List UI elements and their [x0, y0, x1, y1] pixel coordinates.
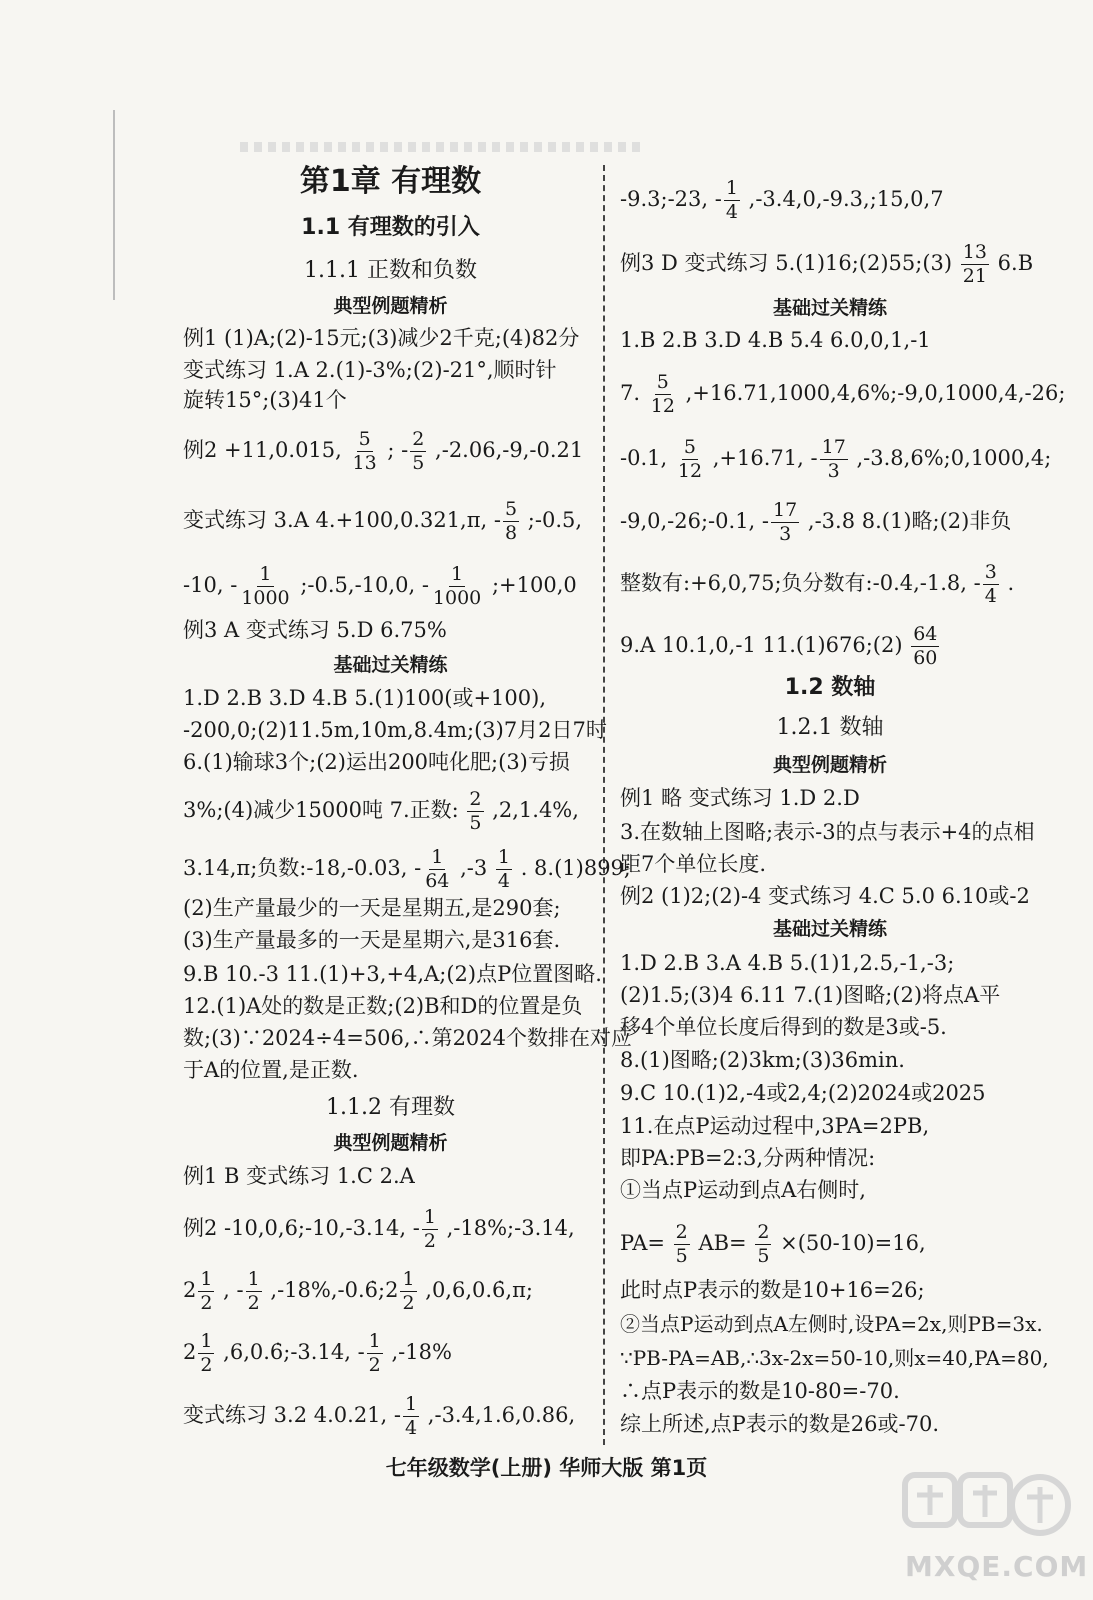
fraction: [422, 1208, 438, 1251]
text-segment: -10,: [183, 573, 224, 597]
fraction-numerator: 1: [247, 1268, 260, 1290]
fraction-sign: -: [414, 856, 422, 880]
fraction: [431, 565, 483, 608]
fraction-sign: -: [393, 1403, 402, 1427]
fraction: [676, 438, 704, 481]
fraction-denominator: 4: [405, 1417, 418, 1439]
text-segment: -9,0,-26;-0.1,: [620, 509, 756, 533]
fraction-sign: -: [973, 571, 981, 595]
answer-line: 8.(1)图略;(2)3km;(3)36min.: [620, 1048, 905, 1072]
subsection-title: 1.1.1 正数和负数: [304, 258, 477, 283]
fraction-denominator: 12: [650, 395, 675, 417]
text-segment: ,-2.06,-9,-0.21: [435, 438, 584, 462]
fraction-numerator: 2: [757, 1221, 770, 1243]
answer-line: 例1 (1)A;(2)-15元;(3)减少2千克;(4)82分: [183, 326, 580, 350]
text-segment: 7.: [620, 381, 641, 405]
fraction-numerator: 1: [200, 1330, 213, 1352]
fraction-numerator: 1: [368, 1330, 381, 1352]
answer-line: [620, 179, 944, 222]
heading-typical-examples: 典型例题精析: [333, 1132, 448, 1154]
fraction-sign: -: [412, 1216, 420, 1240]
text-segment: ,0,6,0.6̇,π;: [425, 1278, 533, 1302]
fraction: [198, 1332, 214, 1375]
answer-line: 例2 (1)2;(2)-4 变式练习 4.C 5.0 6.10或-2: [620, 884, 1030, 908]
text-segment: 9.A 10.1,0,-1 11.(1)676;(2): [620, 633, 903, 657]
answer-line: ∴点P表示的数是10-80=-70.: [620, 1379, 900, 1403]
fraction-denominator: 3: [827, 460, 840, 482]
text-segment: ,-3.8 8.(1)略;(2)非负: [807, 509, 1012, 533]
answer-line: [183, 565, 577, 608]
fraction-numerator: 1: [725, 177, 738, 199]
fraction-denominator: 2: [200, 1354, 213, 1376]
fraction: [820, 438, 848, 481]
answer-line: 移4个单位长度后得到的数是3或-5.: [620, 1015, 947, 1039]
fraction: [503, 500, 519, 543]
answer-line: 于A的位置,是正数.: [183, 1058, 359, 1082]
section-title: 1.1 有理数的引入: [301, 215, 480, 240]
fraction-sign: -: [714, 187, 722, 211]
fraction: [771, 501, 799, 544]
answer-line: [183, 790, 579, 833]
answer-line: 1.B 2.B 3.D 4.B 5.4 6.0,0,1,-1: [620, 328, 931, 352]
fraction-denominator: 2: [402, 1292, 415, 1314]
fraction-sign: -: [357, 1340, 365, 1364]
text-segment: -9.3;-23,: [620, 187, 709, 211]
fraction-numerator: 2: [675, 1221, 688, 1243]
text-segment: 3%;(4)减少15000吨 7.正数:: [183, 798, 459, 822]
fraction-denominator: 4: [725, 201, 738, 223]
fraction: [423, 848, 451, 891]
fraction-sign: -: [761, 509, 770, 533]
text-segment: ,+16.71,: [712, 446, 804, 470]
fraction: [400, 1270, 416, 1313]
text-segment: 变式练习 3.A 4.+100,0.321,π,: [183, 508, 488, 532]
fraction-denominator: 21: [962, 265, 987, 287]
text-segment: ;: [387, 438, 395, 462]
answer-line: 旋转15°;(3)41个: [183, 388, 347, 412]
fraction: [403, 1395, 419, 1438]
fraction: [239, 565, 291, 608]
answer-line: ②当点P运动到点A左侧时,设PA=2x,则PB=3x.: [620, 1312, 1043, 1336]
fraction-numerator: 5: [505, 498, 518, 520]
fraction-denominator: 5: [469, 812, 482, 834]
heading-typical-examples: 典型例题精析: [772, 754, 887, 776]
watermark-logo: [895, 1465, 1075, 1555]
fraction-denominator: 1000: [241, 587, 290, 609]
text-segment: ,-18%: [391, 1340, 452, 1364]
fraction-denominator: 4: [984, 585, 997, 607]
answer-line: -200,0;(2)11.5m,10m,8.4m;(3)7月2日7时: [183, 718, 607, 742]
text-segment: ,-3.4,0,-9.3,;15,0,7: [748, 187, 944, 211]
fraction-denominator: 1000: [432, 587, 482, 609]
heading-basic-practice: 基础过关精练: [333, 654, 448, 676]
answer-line: 距7个单位长度.: [620, 852, 767, 876]
fraction: [198, 1270, 214, 1313]
fraction-denominator: 2: [423, 1230, 436, 1252]
text-segment: 变式练习 3.2 4.0.21,: [183, 1403, 388, 1427]
fraction-numerator: 17: [821, 436, 846, 458]
fraction-denominator: 2: [368, 1354, 381, 1376]
text-segment: 例2 +11,0.015,: [183, 438, 342, 462]
text-segment: AB=: [698, 1231, 747, 1255]
answer-line: [183, 1395, 575, 1438]
fraction: [983, 563, 999, 606]
fraction-denominator: 13: [352, 452, 377, 474]
scan-edge-line: [113, 110, 115, 300]
section-title: 1.2 数轴: [784, 675, 876, 700]
heading-basic-practice: 基础过关精练: [772, 918, 887, 940]
fraction: [961, 243, 989, 286]
text-segment: ,: [223, 1278, 230, 1302]
fraction-numerator: 2: [412, 428, 425, 450]
fraction-numerator: 5: [683, 436, 696, 458]
answer-line: 1.D 2.B 3.D 4.B 5.(1)100(或+100),: [183, 686, 546, 710]
fraction-denominator: 3: [779, 523, 792, 545]
fraction-numerator: 1: [200, 1268, 213, 1290]
text-segment: -0.1,: [620, 446, 668, 470]
answer-line: 例1 略 变式练习 1.D 2.D: [620, 786, 860, 810]
fraction-numerator: 1: [431, 846, 444, 868]
answer-line: [183, 1332, 452, 1375]
fraction-denominator: 8: [505, 522, 518, 544]
fraction-numerator: 1: [497, 846, 511, 868]
fraction-denominator: 60: [913, 647, 938, 669]
fraction-numerator: 5: [358, 428, 371, 450]
answer-line: [183, 848, 631, 891]
fraction-numerator: 13: [962, 241, 987, 263]
answer-line: 例3 A 变式练习 5.D 6.75%: [183, 618, 447, 642]
fraction-numerator: 5: [656, 371, 669, 393]
answer-line: 3.在数轴上图略;表示-3的点与表示+4的点相: [620, 820, 1035, 844]
fraction: [649, 373, 677, 416]
fraction: [351, 430, 379, 473]
answer-line: ①当点P运动到点A右侧时,: [620, 1178, 866, 1202]
fraction-denominator: 5: [412, 452, 425, 474]
text-segment: ;-0.5,: [527, 508, 583, 532]
fraction-numerator: 17: [773, 499, 798, 521]
heading-typical-examples: 典型例题精析: [333, 295, 448, 317]
text-segment: 整数有:+6,0,75;负分数有:-0.4,-1.8,: [620, 571, 967, 595]
text-segment: ;-0.5,-10,0,: [300, 573, 416, 597]
answer-line: 1.D 2.B 3.A 4.B 5.(1)1,2.5,-1,-3;: [620, 951, 955, 975]
fraction: [496, 848, 512, 891]
answer-line: [183, 500, 582, 543]
fraction-denominator: 5: [675, 1245, 688, 1267]
fraction: [724, 179, 740, 222]
text-segment: ,2,1.4%,: [492, 798, 579, 822]
fraction-denominator: 64: [425, 870, 450, 892]
fraction-numerator: 2: [469, 788, 482, 810]
answer-line: [620, 373, 1065, 416]
fraction-numerator: 1: [402, 1268, 415, 1290]
answer-line: (2)生产量最少的一天是星期五,是290套;: [183, 896, 561, 920]
fraction-sign: -: [493, 508, 502, 532]
fraction-denominator: 2: [200, 1292, 213, 1314]
heading-basic-practice: 基础过关精练: [772, 297, 887, 319]
fraction-sign: -: [236, 1278, 244, 1302]
fraction-denominator: 2: [247, 1292, 260, 1314]
fraction-denominator: 5: [757, 1245, 770, 1267]
fraction-numerator: 1: [451, 563, 464, 585]
fraction: [674, 1223, 690, 1266]
answer-line: 9.C 10.(1)2,-4或2,4;(2)2024或2025: [620, 1081, 986, 1105]
text-segment: ,-3.8,6%;0,1000,4;: [856, 446, 1052, 470]
text-segment: 例2 -10,0,6;-10,-3.14,: [183, 1216, 407, 1240]
answer-line: 例1 B 变式练习 1.C 2.A: [183, 1164, 415, 1188]
answer-line: [183, 1208, 575, 1251]
answer-line: 12.(1)A处的数是正数;(2)B和D的位置是负: [183, 994, 583, 1018]
faded-header-text: [240, 142, 640, 152]
answer-line: (2)1.5;(3)4 6.11 7.(1)图略;(2)将点A平: [620, 983, 1001, 1007]
text-segment: 3.14,π;负数:-18,-0.03,: [183, 856, 408, 880]
fraction-sign: -: [401, 438, 409, 462]
subsection-title: 1.2.1 数轴: [776, 715, 884, 740]
answer-line: 综上所述,点P表示的数是26或-70.: [620, 1412, 940, 1436]
answer-line: [620, 243, 1033, 286]
answer-line: [620, 1223, 926, 1266]
chapter-title: 第1章 有理数: [299, 164, 482, 199]
fraction-sign: -: [230, 573, 238, 597]
fraction-numerator: 1: [423, 1206, 436, 1228]
answer-line: ∵PB-PA=AB,∴3x-2x=50-10,则x=40,PA=80,: [620, 1346, 1049, 1370]
page-footer: 七年级数学(上册) 华师大版 第1页: [385, 1456, 708, 1480]
answer-line: [620, 625, 941, 668]
fraction-sign: -: [810, 446, 818, 470]
text-segment: . 8.(1)899;: [520, 856, 631, 880]
fraction-numerator: 1: [405, 1393, 418, 1415]
text-segment: 2: [183, 1340, 197, 1364]
text-segment: ,-3: [460, 856, 488, 880]
fraction: [246, 1270, 262, 1313]
fraction: [410, 430, 426, 473]
text-segment: ,-3.4,1.6,0.86,: [427, 1403, 576, 1427]
fraction-numerator: 1: [259, 563, 272, 585]
subsection-title: 1.1.2 有理数: [326, 1095, 455, 1120]
text-segment: PA=: [620, 1231, 665, 1255]
text-segment: 例3 D 变式练习 5.(1)16;(2)55;(3): [620, 251, 953, 275]
fraction-sign: -: [421, 573, 429, 597]
text-segment: ,-18%,-0.6̇;2: [270, 1278, 399, 1302]
answer-line: 数;(3)∵2024÷4=506,∴第2024个数排在对应: [183, 1026, 633, 1050]
text-segment: 2: [183, 1278, 197, 1302]
text-segment: ,6,0.6̇;-3.14,: [223, 1340, 351, 1364]
answer-line: [620, 563, 1014, 606]
fraction-denominator: 12: [677, 460, 703, 482]
watermark-text: MXQE.COM: [905, 1550, 1089, 1583]
fraction: [755, 1223, 771, 1266]
answer-line: (3)生产量最多的一天是星期六,是316套.: [183, 928, 561, 952]
answer-line: [183, 1270, 533, 1313]
fraction-denominator: 4: [497, 870, 511, 892]
fraction: [911, 625, 939, 668]
fraction-numerator: 64: [913, 623, 938, 645]
answer-line: 9.B 10.-3 11.(1)+3,+4,A;(2)点P位置图略.: [183, 962, 602, 986]
answer-line: 此时点P表示的数是10+16=26;: [620, 1278, 925, 1302]
fraction: [467, 790, 483, 833]
answer-line: [183, 430, 583, 473]
fraction-numerator: 3: [984, 561, 997, 583]
text-segment: 6.B: [997, 251, 1034, 275]
answer-line: [620, 438, 1051, 481]
answer-line: [620, 501, 1011, 544]
text-segment: ×(50-10)=16,: [780, 1231, 926, 1255]
fraction: [367, 1332, 383, 1375]
text-segment: ,+16.71,1000,4,6%;-9,0,1000,4,-26;: [685, 381, 1066, 405]
answer-line: 11.在点P运动过程中,3PA=2PB,: [620, 1114, 930, 1138]
text-segment: ,-18%;-3.14,: [446, 1216, 575, 1240]
text-segment: ;+100,0: [491, 573, 577, 597]
answer-line: 即PA:PB=2:3,分两种情况:: [620, 1146, 876, 1170]
text-segment: .: [1007, 571, 1015, 595]
column-divider: [603, 165, 605, 1445]
answer-line: 变式练习 1.A 2.(1)-3%;(2)-21°,顺时针: [183, 358, 557, 382]
answer-line: 6.(1)输球3个;(2)运出200吨化肥;(3)亏损: [183, 750, 570, 774]
